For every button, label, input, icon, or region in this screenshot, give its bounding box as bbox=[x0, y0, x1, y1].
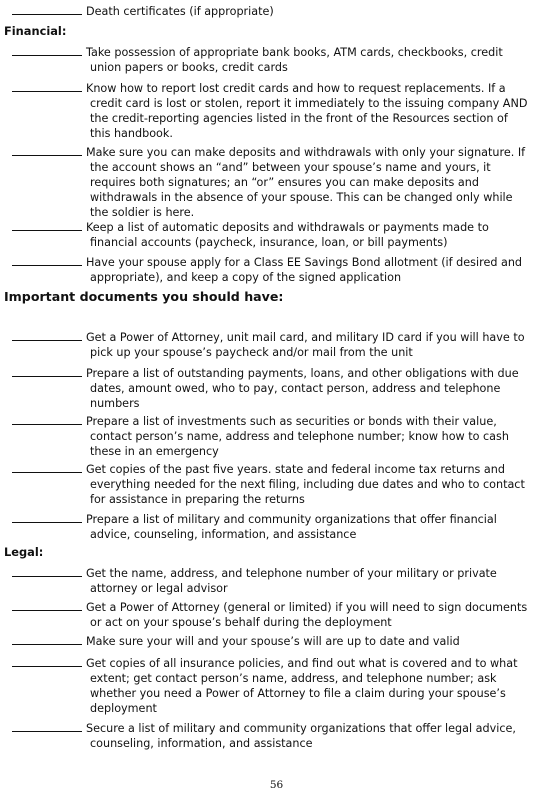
item-line: Prepare a list of military and community organizations that offer financial bbox=[86, 513, 497, 526]
item-line: financial accounts (paycheck, insurance, loan, or bill payments) bbox=[90, 236, 448, 249]
checklist-item bbox=[12, 220, 548, 250]
checklist-item bbox=[12, 512, 548, 542]
section-heading-important-documents: Important documents you should have: bbox=[4, 289, 284, 304]
checkbox-blank-line bbox=[12, 46, 82, 56]
checkbox-blank-line bbox=[12, 367, 82, 377]
checkbox-blank-line bbox=[12, 5, 82, 15]
checklist-item bbox=[12, 634, 548, 649]
item-line: appropriate), and keep a copy of the signed application bbox=[90, 271, 402, 284]
checklist-item bbox=[12, 656, 548, 716]
item-line: for assistance in preparing the returns bbox=[90, 493, 305, 506]
item-line: Get a Power of Attorney (general or limited) if you will need to sign documents bbox=[86, 601, 528, 614]
item-line: Keep a list of automatic deposits and withdrawals or payments made to bbox=[86, 221, 489, 234]
item-line: contact person’s name, address and telephone number; know how to cash bbox=[90, 430, 509, 443]
item-line: Make sure your will and your spouse’s will are up to date and valid bbox=[86, 635, 460, 648]
item-line: Know how to report lost credit cards and how to request replacements. If a bbox=[86, 82, 506, 95]
item-line: Get copies of the past five years. state and federal income tax returns and bbox=[86, 463, 505, 476]
checkbox-blank-line bbox=[12, 657, 82, 667]
checkbox-blank-line bbox=[12, 221, 82, 231]
checkbox-blank-line bbox=[12, 331, 82, 341]
item-line: the account shows an “and” between your spouse’s name and yours, it bbox=[90, 161, 491, 174]
checkbox-blank-line bbox=[12, 635, 82, 645]
checkbox-blank-line bbox=[12, 513, 82, 523]
checklist-item bbox=[12, 566, 548, 596]
item-line: Prepare a list of outstanding payments, loans, and other obligations with due bbox=[86, 367, 519, 380]
item-line: Have your spouse apply for a Class EE Savings Bond allotment (if desired and bbox=[86, 256, 523, 269]
item-line: advice, counseling, information, and assistance bbox=[90, 528, 357, 541]
item-line: or act on your spouse’s behalf during the deployment bbox=[90, 616, 392, 629]
checkbox-blank-line bbox=[12, 567, 82, 577]
checkbox-blank-line bbox=[12, 256, 82, 266]
checklist-item bbox=[12, 366, 548, 411]
checklist-item bbox=[12, 330, 548, 360]
checklist-item bbox=[12, 81, 548, 141]
checklist-item bbox=[12, 414, 548, 459]
item-line: this handbook. bbox=[90, 127, 173, 140]
item-line: Secure a list of military and community organizations that offer legal advice, bbox=[86, 722, 516, 735]
item-line: credit card is lost or stolen, report it immediately to the issuing company AND bbox=[90, 97, 528, 110]
item-line: Death certificates (if appropriate) bbox=[86, 5, 274, 18]
item-line: numbers bbox=[90, 397, 140, 410]
section-heading-financial: Financial: bbox=[4, 24, 67, 38]
page-number: 56 bbox=[269, 779, 284, 791]
checkbox-blank-line bbox=[12, 463, 82, 473]
item-line: whether you need a Power of Attorney to file a claim during your spouse’s bbox=[90, 687, 506, 700]
item-line: Prepare a list of investments such as securities or bonds with their value, bbox=[86, 415, 497, 428]
checklist-item bbox=[12, 255, 548, 285]
item-line: deployment bbox=[90, 702, 157, 715]
item-line: the credit-reporting agencies listed in the front of the Resources section of bbox=[90, 112, 508, 125]
item-line: Make sure you can make deposits and withdrawals with only your signature. If bbox=[86, 146, 526, 159]
item-line: everything needed for the next filing, including due dates and who to contact bbox=[90, 478, 525, 491]
item-line: withdrawals in the absence of your spouse. This can be changed only while bbox=[90, 191, 513, 204]
checkbox-blank-line bbox=[12, 601, 82, 611]
item-line: Take possession of appropriate bank books, ATM cards, checkbooks, credit bbox=[86, 46, 503, 59]
item-line: counseling, information, and assistance bbox=[90, 737, 313, 750]
item-line: Get the name, address, and telephone number of your military or private bbox=[86, 567, 497, 580]
item-line: attorney or legal advisor bbox=[90, 582, 228, 595]
item-line: extent; get contact person’s name, address, and telephone number; ask bbox=[90, 672, 497, 685]
checklist-item bbox=[12, 600, 548, 630]
checklist-item bbox=[12, 45, 548, 75]
checkbox-blank-line bbox=[12, 82, 82, 92]
item-line: dates, amount owed, who to pay, contact person, address and telephone bbox=[90, 382, 501, 395]
item-line: pick up your spouse’s paycheck and/or mail from the unit bbox=[90, 346, 413, 359]
checklist-item bbox=[12, 462, 548, 507]
checklist-item bbox=[12, 145, 548, 220]
section-heading-legal: Legal: bbox=[4, 545, 44, 559]
checkbox-blank-line bbox=[12, 146, 82, 156]
item-line: requires both signatures; an “or” ensures you can make deposits and bbox=[90, 176, 479, 189]
item-line: Get copies of all insurance policies, and find out what is covered and to what bbox=[86, 657, 518, 670]
checkbox-blank-line bbox=[12, 722, 82, 732]
item-line: Get a Power of Attorney, unit mail card, and military ID card if you will have to bbox=[86, 331, 525, 344]
checkbox-blank-line bbox=[12, 415, 82, 425]
item-line: the soldier is here. bbox=[90, 206, 195, 219]
checklist-item bbox=[12, 4, 548, 19]
checklist-item bbox=[12, 721, 548, 751]
item-line: union papers or books, credit cards bbox=[90, 61, 288, 74]
item-line: these in an emergency bbox=[90, 445, 219, 458]
